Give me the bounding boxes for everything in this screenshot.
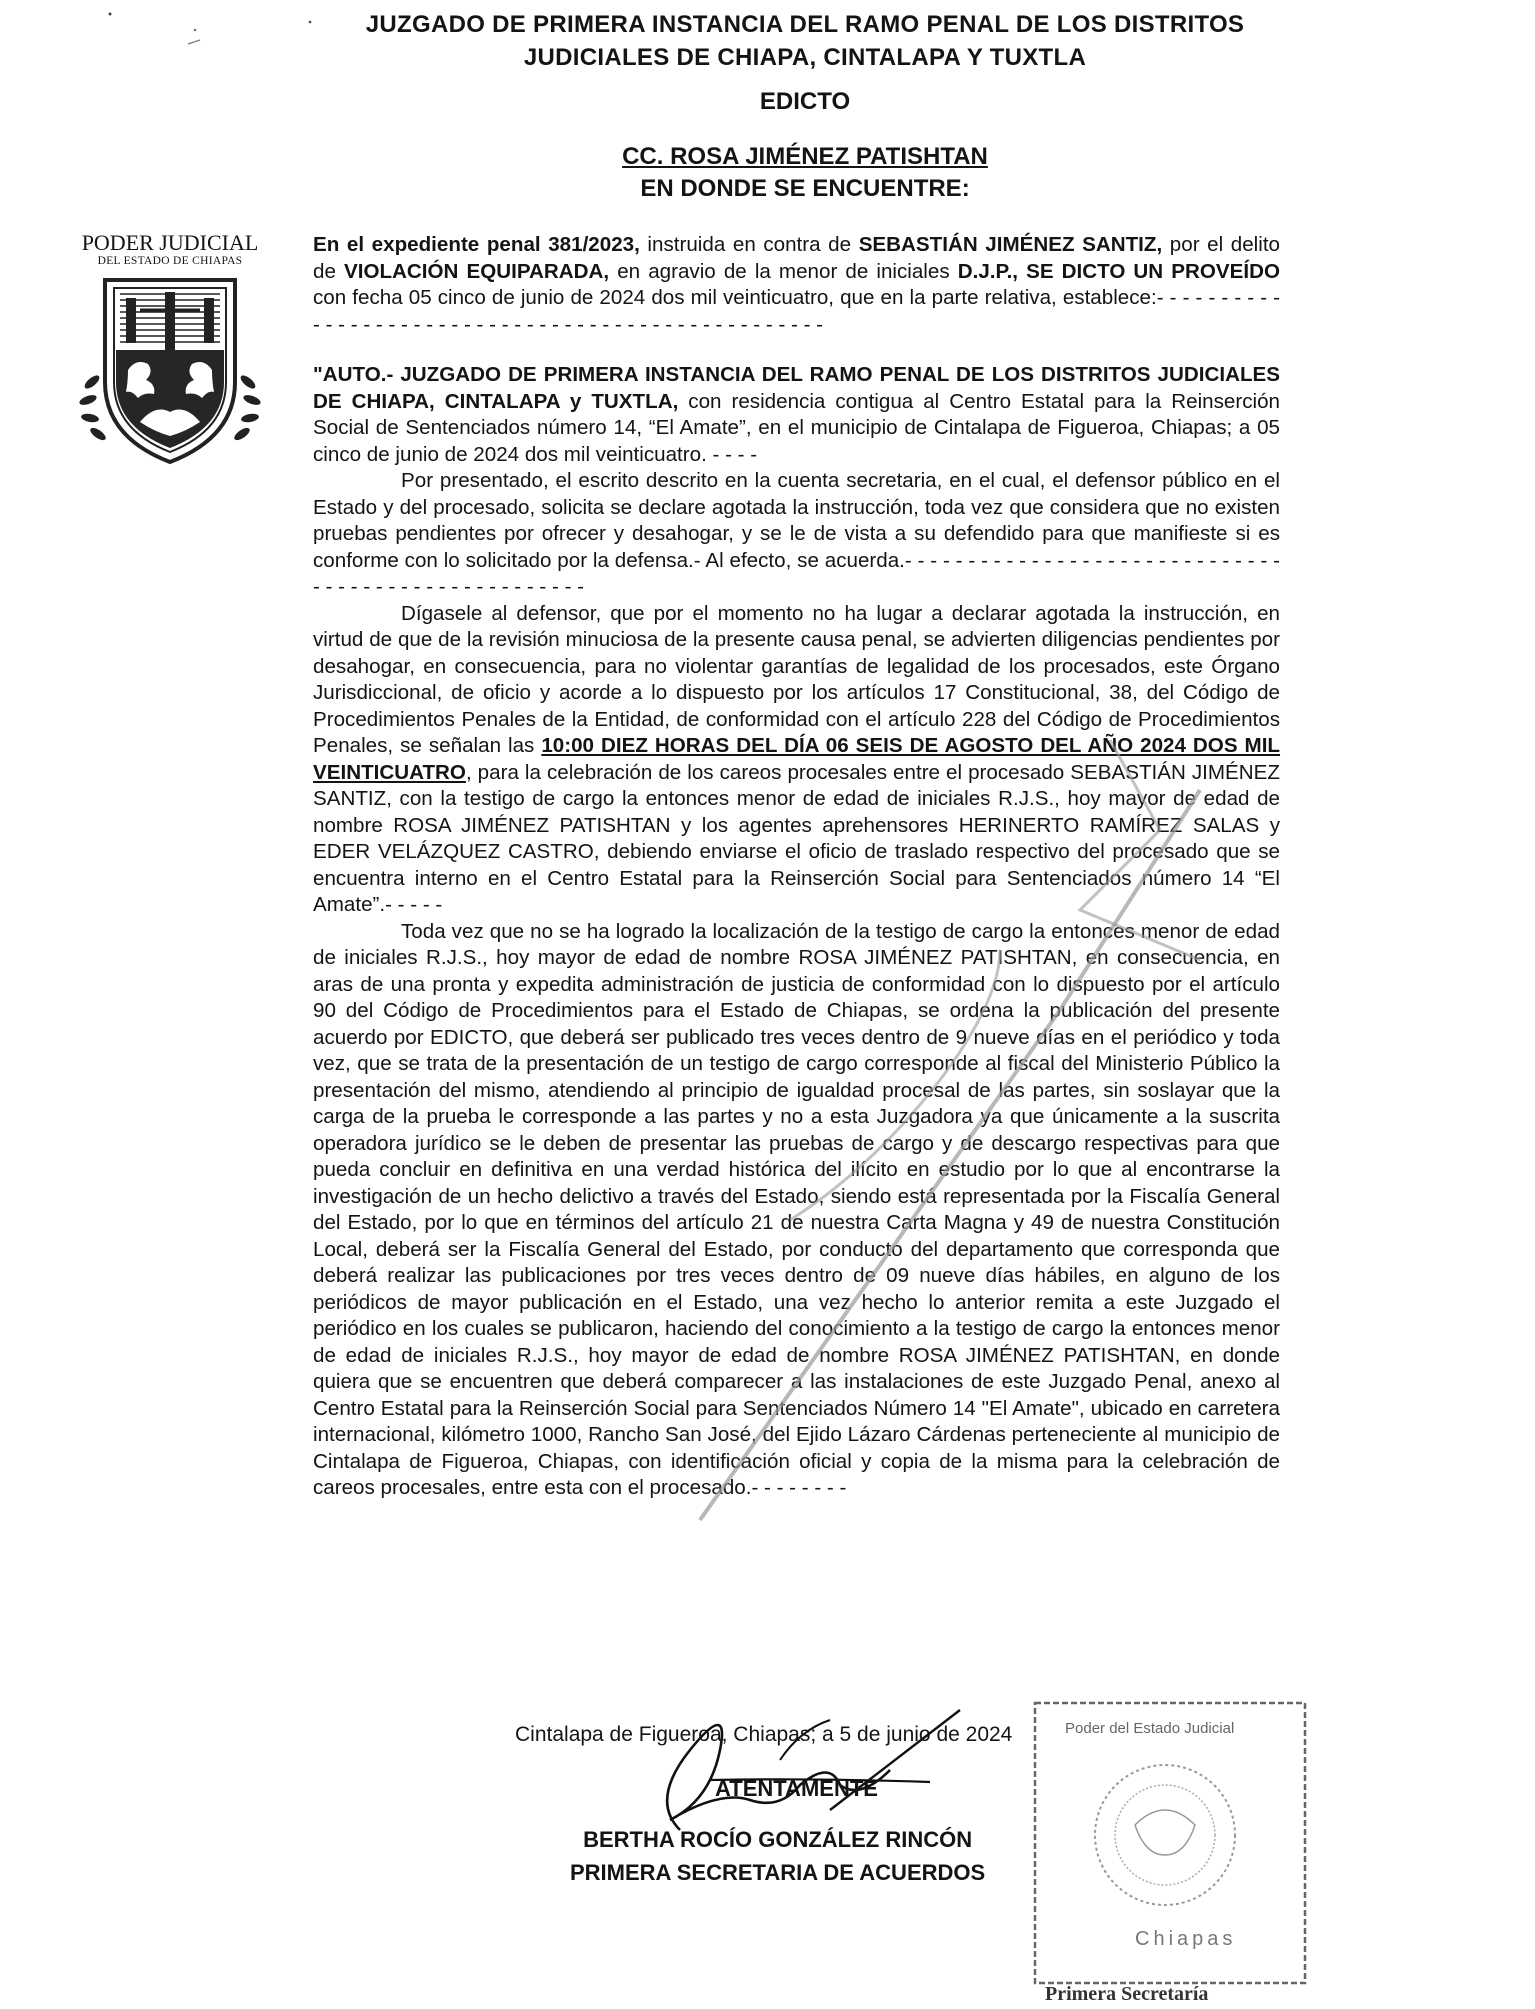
place-and-date: Cintalapa de Figueroa, Chiapas; a 5 de junio de 2024 (515, 1723, 1013, 1746)
seal-text-under: Primera Secretaría (1045, 1983, 1209, 2005)
handwritten-signature-icon (630, 1690, 980, 1840)
court-seal-icon (1025, 1695, 1325, 2009)
court-name-line2: JUDICIALES DE CHIAPA, CINTALAPA Y TUXTLA (523, 44, 1087, 71)
signer-block (570, 1823, 985, 1889)
court-header (330, 8, 1280, 74)
seal-text-top: Poder del Estado Judicial (1065, 1720, 1235, 1737)
signer-title: PRIMERA SECRETARIA DE ACUERDOS (570, 1860, 986, 1885)
scan-specks (100, 0, 350, 60)
paragraph-presentado: Por presentado, el escrito descrito en la cuenta secretaria, en el cual, el defensor público en el Estado y del procesado, solicita se declare agotada la instrucción, toda vez que considera que no existen pruebas pendientes por ofrecer y desahogar, y se le de vista a su defendido para que manifieste si es conforme con lo solicitado por la defensa.- Al efecto, se acuerda.- - - - - - - - - - - - - - - - - - - - - - - - - - - - - - - - - - - - - - - - - - - - - - - - - - - - (313, 469, 1280, 598)
signer-name: BERTHA ROCÍO GONZÁLEZ RINCÓN (583, 1827, 973, 1852)
addressee-name: CC. ROSA JIMÉNEZ PATISHTAN (622, 143, 988, 170)
addressee-location: EN DONDE SE ENCUENTRE: (640, 175, 970, 202)
addressee-block (330, 141, 1280, 205)
seal-text-bottom: Chiapas (1135, 1928, 1237, 1950)
paragraph-digasele: Dígasele al defensor, que por el momento no ha lugar a declarar agotada la instrucción, en virtud de que de la revisión minuciosa de la presente causa penal, se advierten diligencias pendientes por desahogar, en consecuencia, para no violentar garantías de legalidad de los procesados, este Órgano Jurisdiccional, de oficio y acorde a lo dispuesto por los artículos 17 Constitucional, 38, del Código de Procedimientos Penales de la Entidad, de conformidad con el artículo 228 del Código de Procedimientos Penales, se señalan las 10:00 DIEZ HORAS DEL DÍA 06 SEIS DE AGOSTO DEL AÑO 2024 DOS MIL VEINTICUATRO, para la celebración de los careos procesales entre el procesado SEBASTIÁN JIMÉNEZ SANTIZ, con la testigo de cargo la entonces menor de edad de iniciales R.J.S., hoy mayor de edad de nombre ROSA JIMÉNEZ PATISHTAN y los agentes aprehensores HERINERTO RAMÍREZ SALAS y EDER VELÁZQUEZ CASTRO, debiendo enviarse el oficio de traslado respectivo del procesado que se encuentra interno en el Centro Estatal para la Reinserción Social para Sentenciados número 14 “El Amate”.- - - - - (313, 601, 1281, 916)
document-type: EDICTO (759, 88, 851, 115)
logo-subtitle: DEL ESTADO DE CHIAPAS (97, 255, 243, 267)
paragraph-case-intro: En el expediente penal 381/2023, instruida en contra de SEBASTIÁN JIMÉNEZ SANTIZ, por el delito de VIOLACIÓN EQUIPARADA, en agravio de la menor de iniciales D.J.P., SE DICTO UN PROVEÍDO con fecha 05 cinco de junio de 2024 dos mil veinticuatro, que en la parte relativa, establece:- - - - - - - - - - - - - - - - - - - - - - - - - - - - - - - - - - - - - - - - - - - - - - - - - - - (313, 233, 1280, 336)
salutation: ATENTAMENTE (715, 1776, 878, 1801)
logo-title: PODER JUDICIAL (81, 230, 259, 255)
hearing-date: 10:00 DIEZ HORAS DEL DÍA 06 SEIS DE AGOSTO DEL AÑO 2024 DOS MIL VEINTICUATRO (313, 734, 1281, 784)
paragraph-auto: "AUTO.- JUZGADO DE PRIMERA INSTANCIA DEL RAMO PENAL DE LOS DISTRITOS JUDICIALES DE CHIAPA, CINTALAPA y TUXTLA, con residencia contigua al Centro Estatal para la Reinserción Social de Sentenciados número 14, “El Amate”, en el municipio de Cintalapa de Figueroa, Chiapas; a 05 cinco de junio de 2024 dos mil veinticuatro. - - - - (313, 363, 1280, 466)
diagonal-watermark-stroke (640, 700, 1340, 1600)
coat-of-arms-icon (70, 232, 270, 472)
court-name-line1: JUZGADO DE PRIMERA INSTANCIA DEL RAMO PENAL DE LOS DISTRITOS (365, 11, 1245, 38)
paragraph-publication-order: Toda vez que no se ha logrado la localización de la testigo de cargo la entonces menor de edad de iniciales R.J.S., hoy mayor de edad de nombre ROSA JIMÉNEZ PATISHTAN, en consecuencia, en aras de una pronta y expedita administración de justicia de conformidad con lo dispuesto por el artículo 90 del Código de Procedimientos para el Estado de Chiapas, se ordena la publicación del presente acuerdo por EDICTO, que deberá ser publicado tres veces dentro de 9 nueve días en el periódico y toda vez, que se trata de la presentación de un testigo de cargo corresponde al fiscal del Ministerio Público la presentación del mismo, atendiendo al principio de igualdad procesal de las partes, sin soslayar que la carga de la prueba le corresponde a las partes y no a esta Juzgadora ya que únicamente a la suscrita operadora jurídico se le deben de presentar las pruebas de cargo y de descargo respectivas para que pueda concluir en definitiva en una verdad histórica del ilícito en estudio por lo que al encontrarse la investigación de un hecho delictivo a través del Estado, siendo está representada por la Fiscalía General del Estado, por lo que en términos del artículo 21 de nuestra Carta Magna y 49 de nuestra Constitución Local, deberá ser la Fiscalía General del Estado, por conducto del departamento que corresponda que deberá realizar las publicaciones por tres veces dentro de 09 nueve días hábiles, en alguno de los periódicos de mayor publicación en el Estado, una vez hecho lo anterior remita a este Juzgado el periódico en los cuales se publicaron, haciendo del conocimiento a la testigo de cargo la entonces menor de edad de iniciales R.J.S., hoy mayor de edad de nombre ROSA JIMÉNEZ PATISHTAN, en donde quiera que se encuentren que deberá comparecer a las instalaciones de este Juzgado Penal, anexo al Centro Estatal para la Reinserción Social para Sentenciados Número 14 "El Amate", ubicado en carretera internacional, kilómetro 1000, Rancho San José, del Ejido Lázaro Cárdenas perteneciente al municipio de Cintalapa de Figueroa, Chiapas, con identificación oficial y copia de la misma para la celebración de careos procesales, entre esta con el procesado.- - - - - - - - (313, 919, 1280, 1499)
